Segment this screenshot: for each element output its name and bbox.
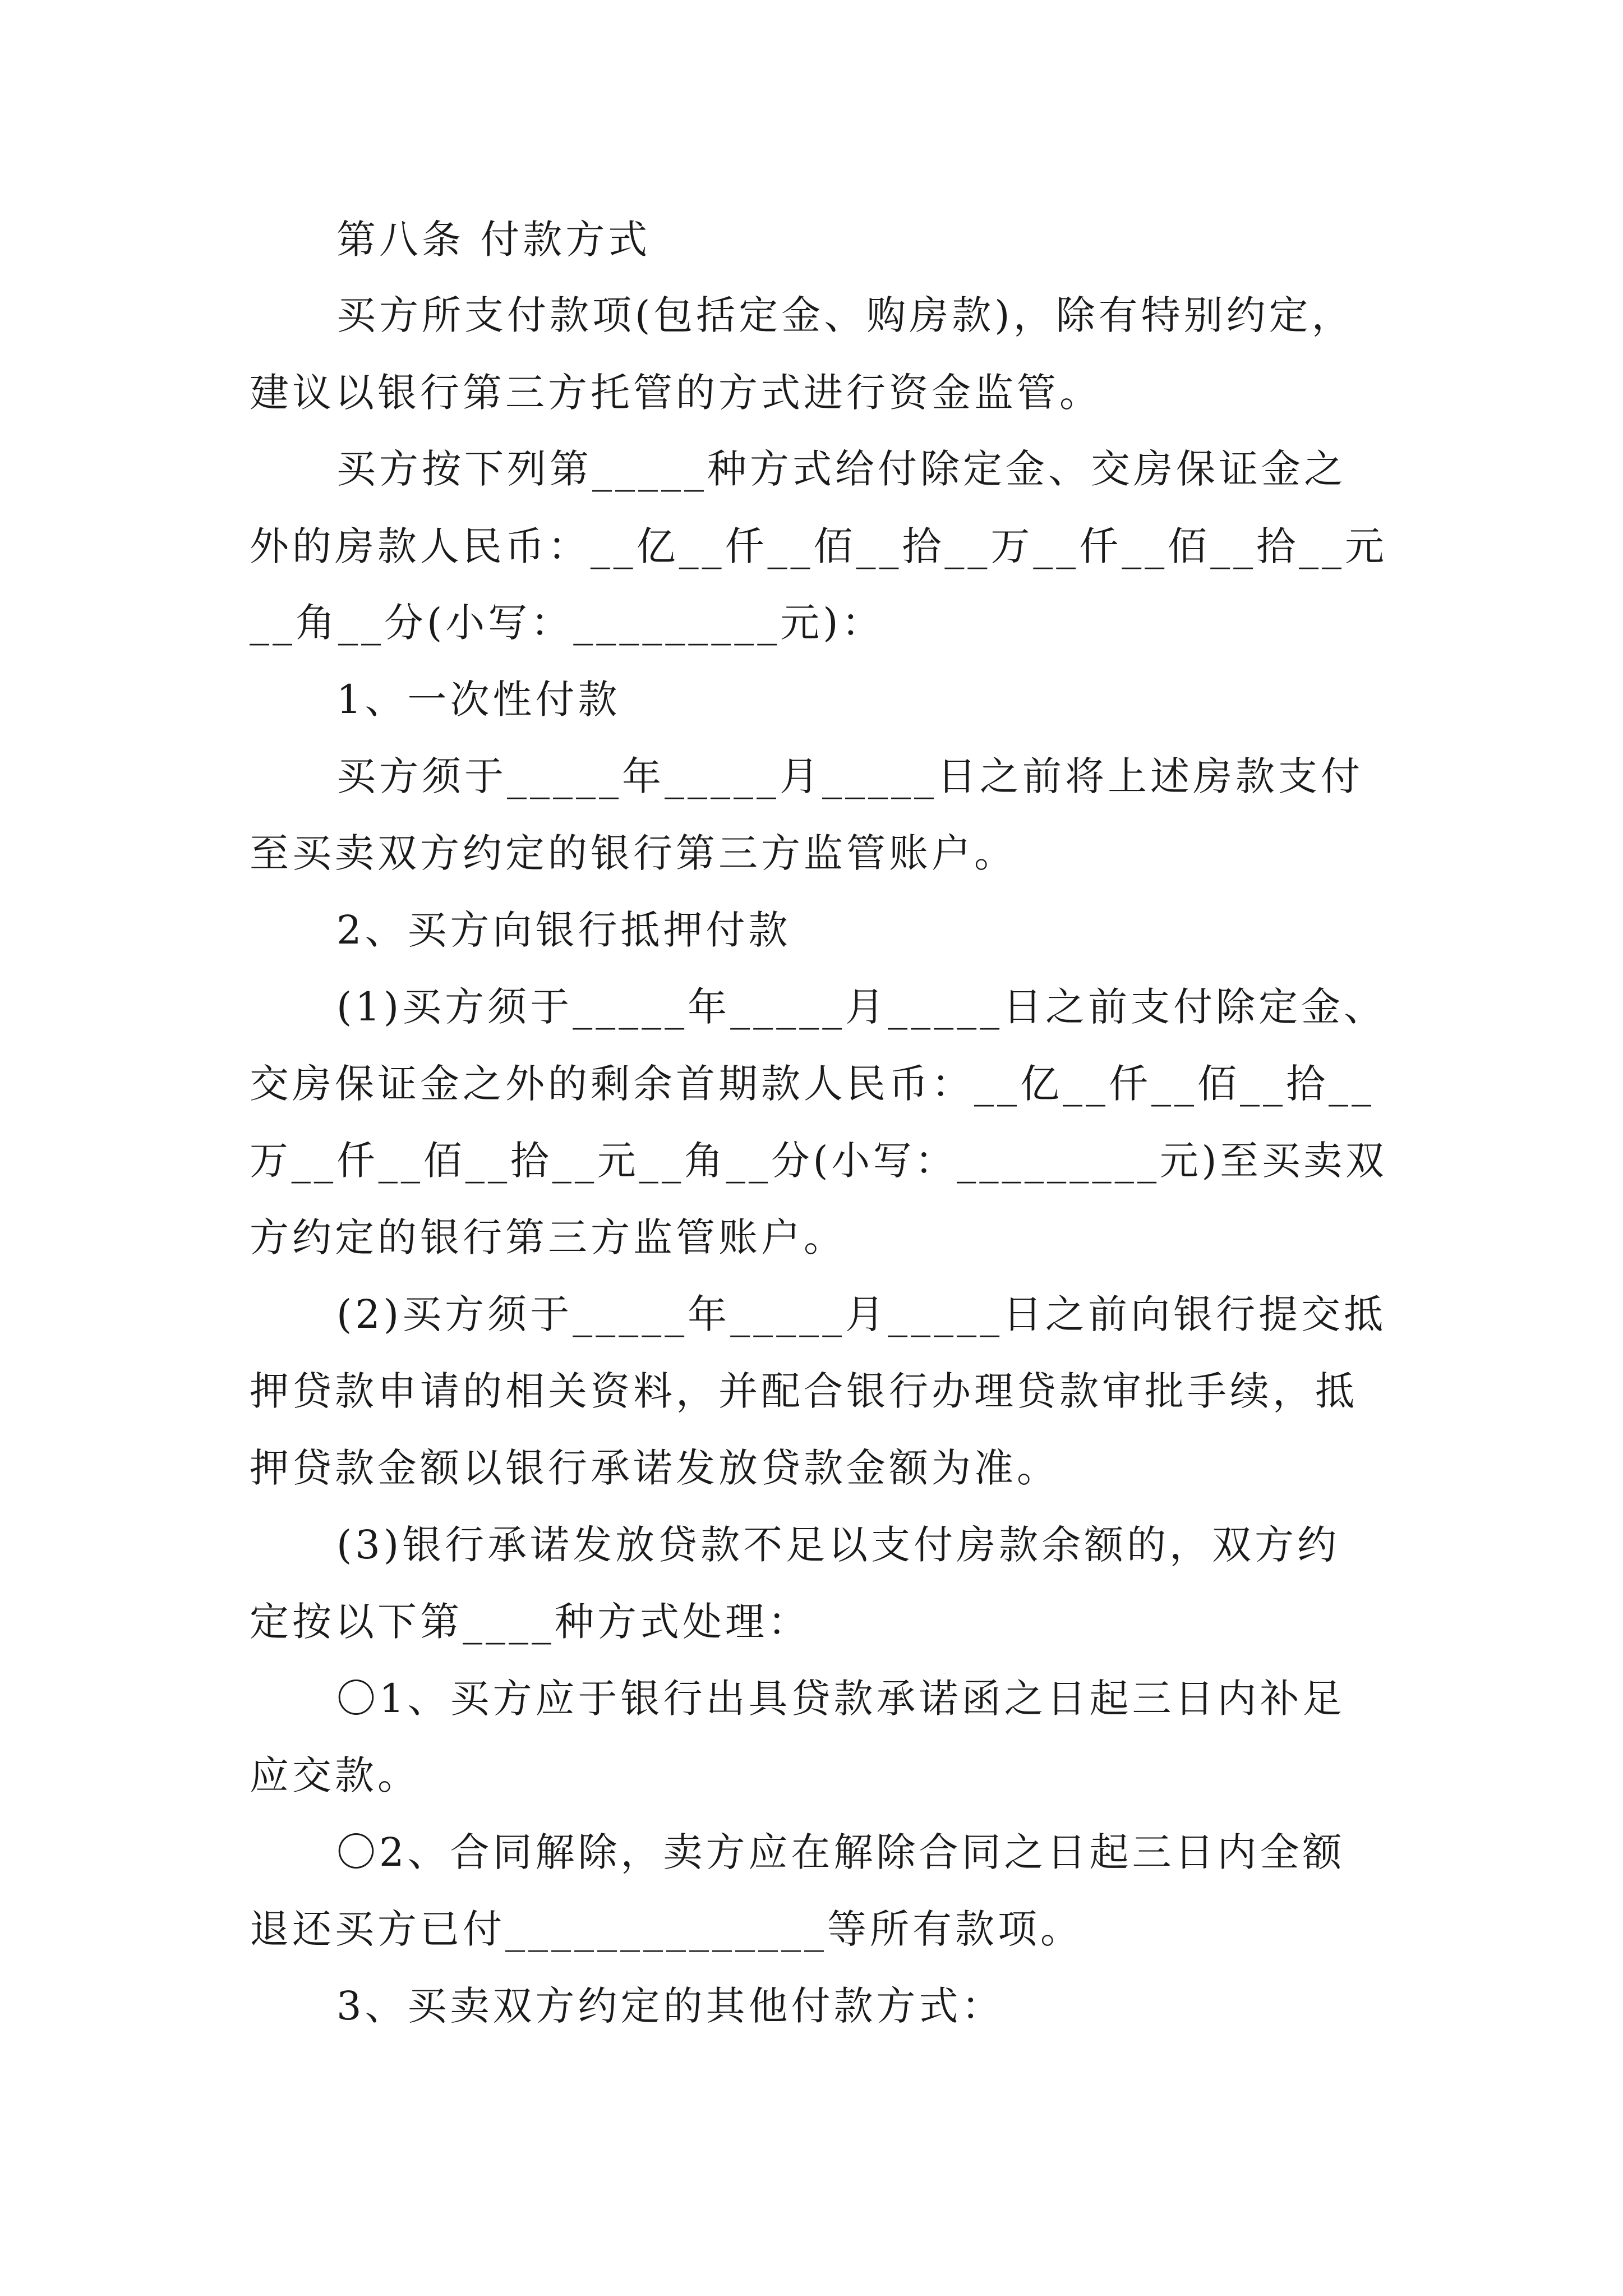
paragraph-line: (2)买方须于_____年_____月_____日之前向银行提交抵 — [336, 1291, 1387, 1337]
paragraph-line: (1)买方须于_____年_____月_____日之前支付除定金、 — [336, 984, 1387, 1030]
option-line: 〇1、买方应于银行出具贷款承诺函之日起三日内补足 — [336, 1676, 1345, 1722]
section-heading: 2、买方向银行抵押付款 — [336, 907, 791, 953]
paragraph-line: 买方须于_____年_____月_____日之前将上述房款支付 — [336, 753, 1363, 799]
paragraph-line: (3)银行承诺发放贷款不足以支付房款余额的，双方约 — [336, 1522, 1340, 1568]
paragraph-line: 押贷款申请的相关资料，并配合银行办理贷款审批手续，抵 — [250, 1368, 1358, 1414]
paragraph-line: 建议以银行第三方托管的方式进行资金监管。 — [250, 370, 1102, 416]
paragraph-line: 定按以下第____种方式处理： — [250, 1599, 810, 1645]
paragraph-line: 方约定的银行第三方监管账户。 — [250, 1214, 846, 1260]
paragraph-line: 万__仟__佰__拾__元__角__分(小写：_________元)至买卖双 — [250, 1138, 1387, 1184]
paragraph-line: 买方按下列第_____种方式给付除定金、交房保证金之 — [336, 446, 1347, 492]
paragraph-line: 至买卖双方约定的银行第三方监管账户。 — [250, 830, 1017, 876]
paragraph-line: 外的房款人民币：__亿__仟__佰__拾__万__仟__佰__拾__元 — [250, 523, 1387, 569]
paragraph-line: __角__分(小写：_________元)： — [250, 600, 884, 646]
paragraph-line: 买方所支付款项(包括定金、购房款)，除有特别约定， — [336, 292, 1354, 338]
paragraph-line: 应交款。 — [250, 1752, 420, 1798]
section-heading: 1、一次性付款 — [336, 677, 621, 723]
section-heading: 3、买卖双方约定的其他付款方式： — [336, 1983, 1004, 2029]
article-heading: 第八条 付款方式 — [336, 217, 651, 263]
option-line: 〇2、合同解除，卖方应在解除合同之日起三日内全额 — [336, 1829, 1345, 1875]
paragraph-line: 交房保证金之外的剩余首期款人民币：__亿__仟__佰__拾__ — [250, 1061, 1375, 1107]
paragraph-line: 退还买方已付______________等所有款项。 — [250, 1906, 1083, 1952]
paragraph-line: 押贷款金额以银行承诺发放贷款金额为准。 — [250, 1445, 1059, 1491]
